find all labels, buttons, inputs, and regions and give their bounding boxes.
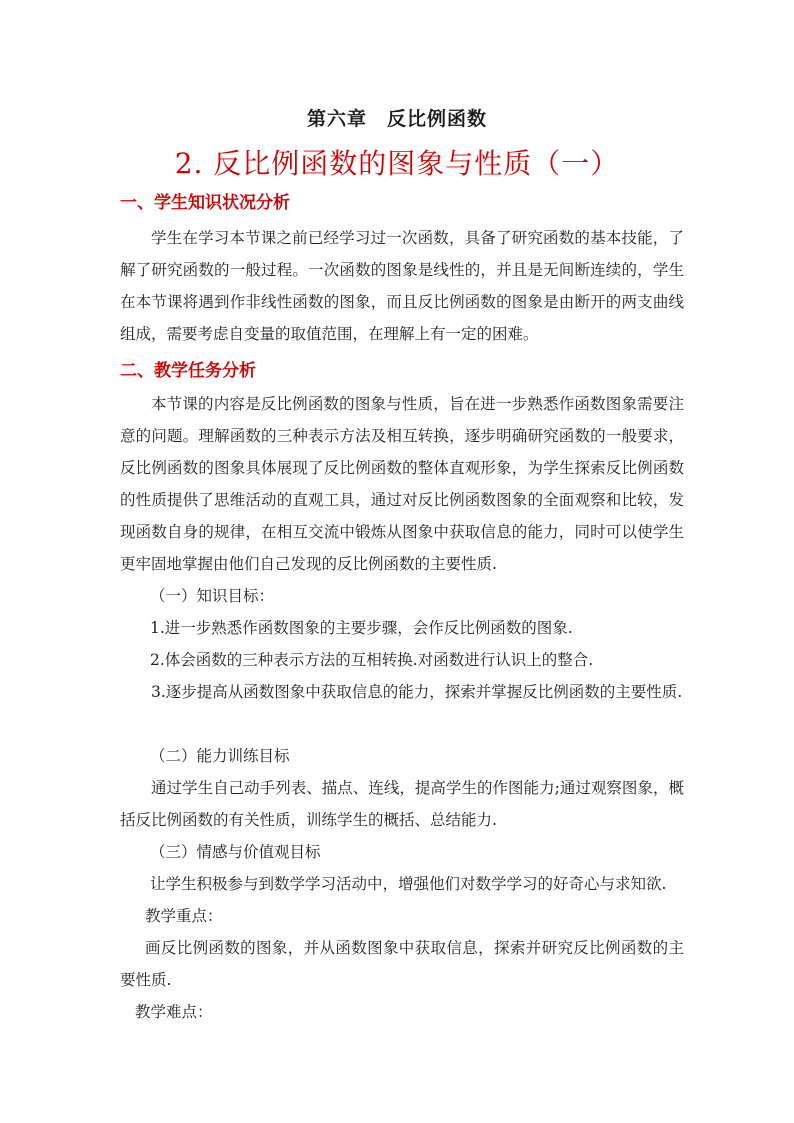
knowledge-goal-item-3: 3.逐步提高从函数图象中获取信息的能力，探索并掌握反比例函数的主要性质. [151, 683, 683, 701]
chapter-title: 第六章 反比例函数 [306, 108, 487, 130]
difficulty-label: 教学难点： [135, 1003, 213, 1021]
section1-heading: 一、学生知识状况分析 [120, 193, 290, 213]
ability-goal-label: （二）能力训练目标 [150, 747, 290, 765]
section1-paragraph: 学生在学习本节课之前已经学习过一次函数，具备了研究函数的基本技能，了解了研究函数的一般过程。一次函数的图象是线性的，并且是无间断连续的，学生在本节课将遇到作非线性函数的图象，而且反比例函数的图象是由断开的两支曲线组成，需要考虑自变量的取值范围，在理解上有一定的困难。 [120, 229, 684, 343]
knowledge-goal-label: （一）知识目标： [150, 587, 275, 605]
emotion-goal-label: （三）情感与价值观目标 [150, 843, 321, 861]
emotion-goal-paragraph: 让学生积极参与到数学学习活动中，增强他们对数学学习的好奇心与求知欲. [150, 875, 667, 893]
key-point-paragraph: 画反比例函数的图象，并从函数图象中获取信息，探索并研究反比例函数的主要性质. [120, 939, 684, 989]
knowledge-goal-item-1: 1.进一步熟悉作函数图象的主要步骤，会作反比例函数的图象. [150, 619, 573, 637]
knowledge-goal-item-2: 2.体会函数的三种表示方法的互相转换.对函数进行认识上的整合. [150, 651, 594, 669]
section2-paragraph: 本节课的内容是反比例函数的图象与性质，旨在进一步熟悉作函数图象需要注意的问题。理解函数的三种表示方法及相互转换，逐步明确研究函数的一般要求，反比例函数的图象具体展现了反比例函数的整体直观形象，为学生探索反比例函数的性质提供了思维活动的直观工具，通过对反比例函数图象的全面观察和比较，发现函数自身的规律，在相互交流中锻炼从图象中获取信息的能力，同时可以使学生更牢固地掌握由他们自己发现的反比例函数的主要性质. [120, 395, 684, 573]
ability-goal-paragraph: 通过学生自己动手列表、描点、连线，提高学生的作图能力;通过观察图象，概括反比例函数的有关性质，训练学生的概括、总结能力. [120, 779, 684, 829]
lesson-title: 2. 反比例函数的图象与性质（一） [174, 147, 620, 180]
key-point-label: 教学重点： [145, 907, 223, 925]
section2-heading: 二、教学任务分析 [120, 361, 256, 381]
